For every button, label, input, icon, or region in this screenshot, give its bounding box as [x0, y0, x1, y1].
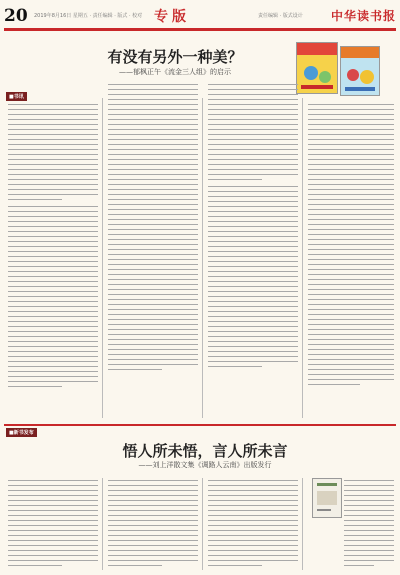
book-cover-image	[312, 478, 342, 518]
editor-info: 责任编辑 · 版式设计	[258, 13, 303, 19]
column-divider	[102, 98, 103, 418]
column-divider	[302, 478, 303, 570]
header-rule	[4, 28, 396, 31]
article1-subtitle: ——郁枫正午《流金三人组》的启示	[119, 68, 231, 76]
article1-text-column	[208, 84, 298, 371]
issue-meta: 2019年8月16日 星期五 · 责任编辑 · 版式 · 校对	[34, 13, 143, 19]
article2-text-column	[108, 480, 198, 570]
article2-tag: ■新书发布	[6, 428, 37, 437]
article1-title: 有没有另外一种美？	[107, 48, 243, 66]
column-divider	[202, 478, 203, 570]
article2-text-column	[8, 480, 98, 570]
page-header	[4, 6, 396, 28]
article2-text-column	[208, 480, 298, 570]
book-cover-image	[340, 46, 380, 96]
article1-text-column	[308, 104, 394, 389]
article2-title: 悟人所未悟，言人所未言	[122, 442, 288, 460]
book-cover-image	[296, 42, 338, 94]
newspaper-logo: 中华读书报	[330, 9, 396, 23]
section-title: 专版	[154, 9, 190, 25]
article1-tag: ■书讯	[6, 92, 27, 101]
column-divider	[202, 98, 203, 418]
article2-text-column	[344, 480, 394, 570]
article1-text-column	[8, 104, 98, 391]
article-divider	[4, 424, 396, 426]
page-number: 20	[4, 6, 28, 26]
article2-subtitle: ——刘上洋散文集《调路人云南》出版发行	[138, 461, 272, 469]
column-divider	[302, 98, 303, 418]
article1-text-column	[108, 84, 198, 374]
column-divider	[102, 478, 103, 570]
